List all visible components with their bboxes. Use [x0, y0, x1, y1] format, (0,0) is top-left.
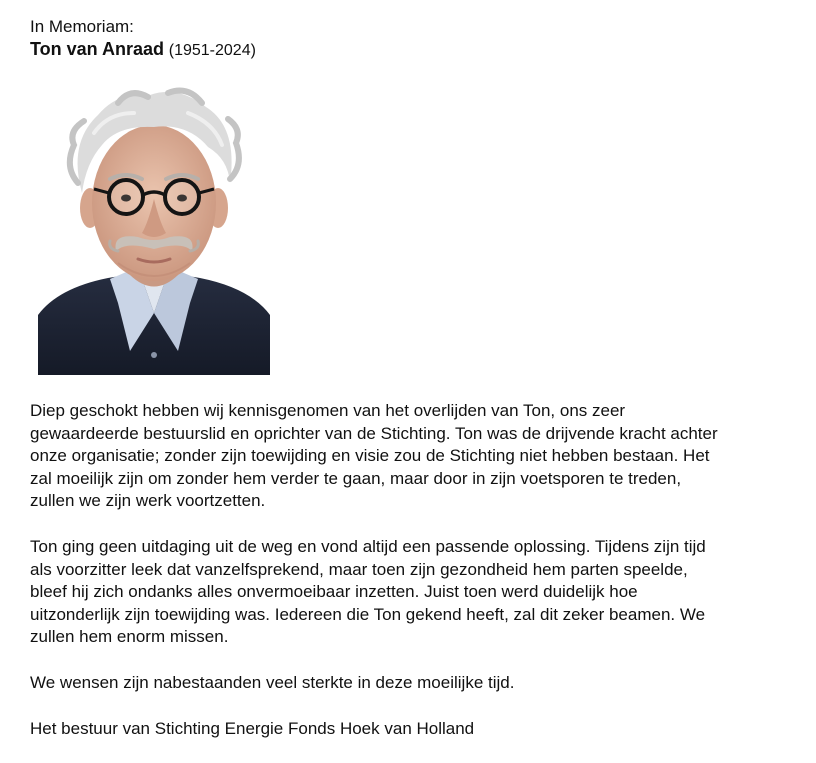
paragraph-tribute: Diep geschokt hebben wij kennisgenomen van het overlijden van Ton, ons zeer gewaardeerde bestuurslid en oprichter van de Stichting. Ton was de drijvende kracht achter onze organisatie; zonder zijn toewijding en visie zou de Stichting niet hebben bestaan. Het zal moeilijk zijn om zonder hem verder te gaan, maar door in zijn voetsporen te treden, zullen we zijn werk voortzetten.: [30, 401, 718, 511]
deceased-years: (1951-2024): [168, 42, 256, 59]
portrait-photo: [38, 83, 270, 375]
memorial-text: [30, 400, 800, 763]
paragraph-condolences: We wensen zijn nabestaanden veel sterkte in deze moeilijke tijd.: [30, 672, 515, 692]
memoriam-title: [30, 38, 800, 62]
deceased-name: Ton van Anraad: [30, 39, 165, 59]
memorial-page: [30, 16, 800, 738]
memoriam-label: In Memoriam:: [30, 17, 134, 36]
paragraph-dedication: Ton ging geen uitdaging uit de weg en vond altijd een passende oplossing. Tijdens zijn tijd als voorzitter leek dat vanzelfsprekend, maar toen zijn gezondheid hem parten speelde, bleef hij zich ondanks alles onvermoeibaar inzetten. Juist toen werd duidelijk hoe uitzonderlijk zijn toewijding was. Iedereen die Ton gekend heeft, zal dit zeker beamen. We zullen hem enorm missen.: [30, 536, 706, 647]
signature-line: Het bestuur van Stichting Energie Fonds Hoek van Holland: [30, 718, 475, 738]
